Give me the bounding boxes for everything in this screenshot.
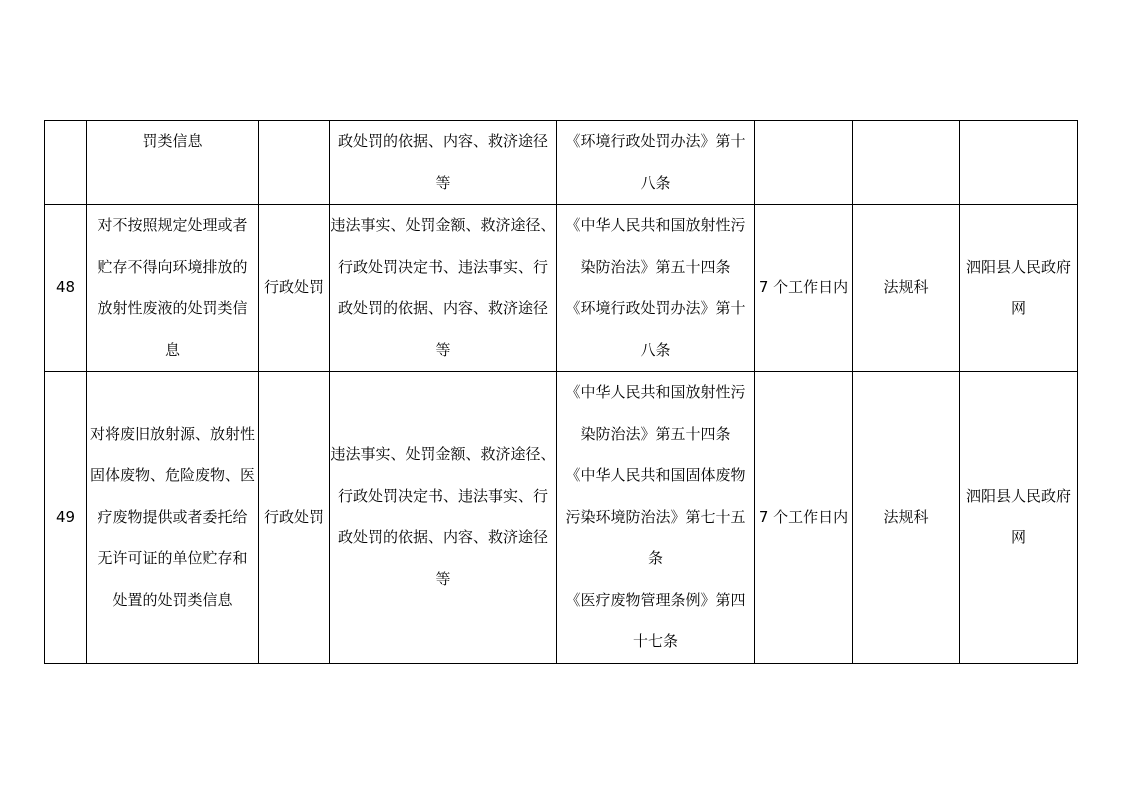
content-line: 政处罚的依据、内容、救济途径: [337, 299, 548, 317]
disclosure-channel-cell: [960, 372, 1078, 664]
content-line: 行政处罚决定书、违法事实、行: [337, 257, 548, 276]
disclosure-channel-cell: [960, 121, 1078, 205]
basis-line: 染防治法》第五十四条: [580, 424, 731, 443]
disclosure-period-cell: 7 个工作日内: [755, 372, 853, 664]
item-line: 对将废旧放射源、放射性: [89, 424, 255, 443]
row-number-cell: 49: [45, 372, 87, 664]
channel-line: 网: [1010, 299, 1026, 317]
disclosure-content-cell: [330, 121, 557, 205]
basis-line: 《中华人民共和国放射性污: [565, 383, 746, 401]
content-line: 等: [435, 340, 451, 359]
channel-line: 网: [1010, 528, 1026, 547]
disclosure-channel-cell: [960, 205, 1078, 372]
item-name-cell: [87, 372, 259, 664]
basis-line: 染防治法》第五十四条: [580, 257, 731, 276]
basis-line: 《中华人民共和国固体废物: [565, 466, 746, 484]
content-line: 违法事实、处罚金额、救济途径、: [330, 445, 556, 464]
item-name-cell: [87, 121, 259, 205]
content-line: 政处罚的依据、内容、救济途径: [337, 528, 548, 547]
disclosure-content-cell: [330, 372, 557, 664]
content-line: 行政处罚决定书、违法事实、行: [337, 486, 548, 505]
basis-line: 《医疗废物管理条例》第四: [565, 590, 746, 609]
responsible-dept-cell: 法规科: [853, 372, 960, 664]
table-row: [45, 121, 1078, 205]
channel-line: 泗阳县人民政府: [965, 486, 1071, 505]
info-type-cell: [259, 121, 330, 205]
basis-line: 污染环境防治法》第七十五: [565, 507, 746, 526]
content-line: 违法事实、处罚金额、救济途径、: [330, 216, 556, 234]
basis-line: 八条: [640, 340, 671, 359]
basis-line: 条: [647, 549, 663, 567]
item-line: 息: [164, 340, 180, 359]
responsible-dept-cell: [853, 121, 960, 205]
disclosure-period-cell: 7 个工作日内: [755, 205, 853, 372]
content-line: 政处罚的依据、内容、救济途径: [337, 132, 548, 150]
content-line: 等: [435, 569, 451, 588]
item-line: 对不按照规定处理或者: [97, 216, 248, 234]
info-type-cell: 行政处罚: [259, 205, 330, 372]
item-line: 无许可证的单位贮存和: [97, 549, 248, 567]
responsible-dept-cell: 法规科: [853, 205, 960, 372]
disclosure-period-cell: [755, 121, 853, 205]
item-line: 处置的处罚类信息: [112, 590, 233, 609]
table-row: [45, 205, 1078, 372]
basis-line: 十七条: [632, 632, 678, 650]
basis-line: 《环境行政处罚办法》第十: [565, 132, 746, 150]
item-line: 疗废物提供或者委托给: [97, 507, 248, 526]
row-number-cell: 48: [45, 205, 87, 372]
disclosure-table: [44, 120, 1078, 664]
basis-line: 《环境行政处罚办法》第十: [565, 299, 746, 317]
table-row: [45, 372, 1078, 664]
legal-basis-cell: [557, 372, 755, 664]
disclosure-content-cell: [330, 205, 557, 372]
legal-basis-cell: [557, 205, 755, 372]
legal-basis-cell: [557, 121, 755, 205]
basis-line: 《中华人民共和国放射性污: [565, 216, 746, 234]
row-number-cell: [45, 121, 87, 205]
item-line: 放射性废液的处罚类信: [97, 299, 248, 317]
channel-line: 泗阳县人民政府: [965, 257, 1071, 276]
content-line: 等: [435, 173, 451, 192]
item-line: 固体废物、危险废物、医: [89, 466, 255, 484]
item-line: 罚类信息: [142, 132, 203, 150]
item-line: 贮存不得向环境排放的: [97, 257, 248, 276]
info-type-cell: 行政处罚: [259, 372, 330, 664]
basis-line: 八条: [640, 173, 671, 192]
item-name-cell: [87, 205, 259, 372]
